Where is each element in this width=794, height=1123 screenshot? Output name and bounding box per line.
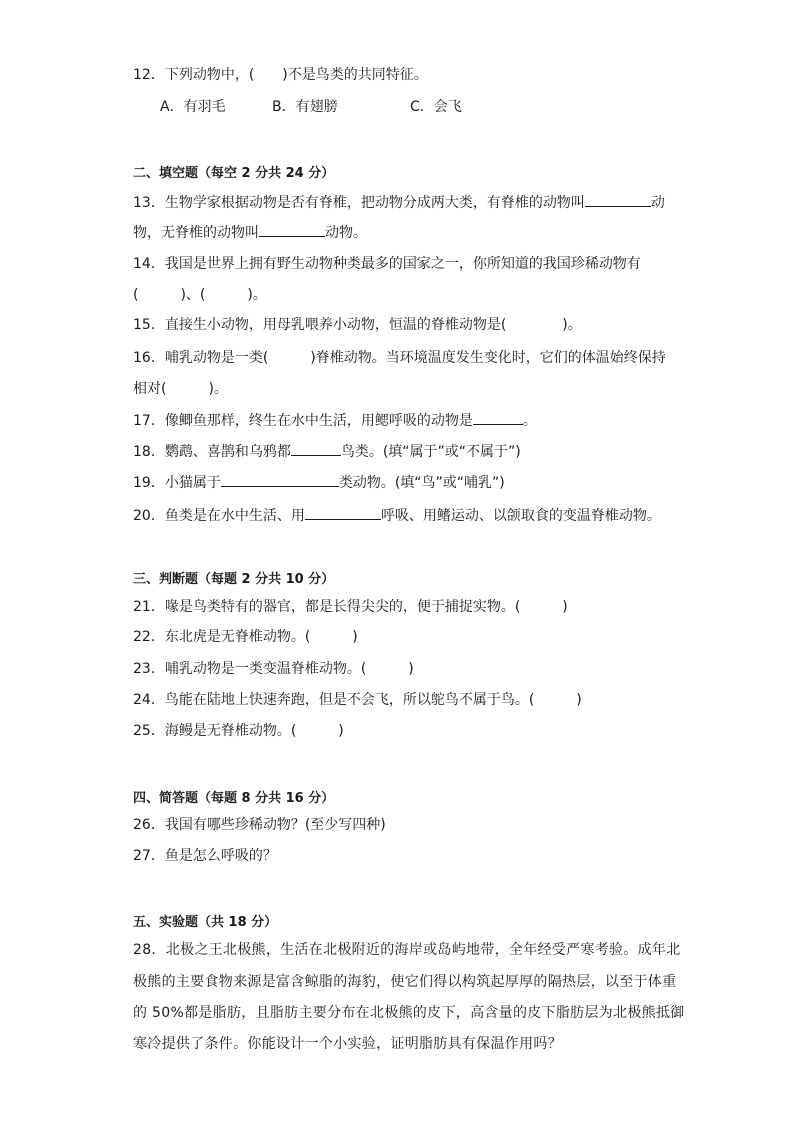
q13-text-d: 动物。 [325, 225, 367, 241]
q18-text-a: 18．鹦鹉、喜鹊和乌鸦都 [133, 444, 291, 460]
q28-line2: 极熊的主要食物来源是富含鲸脂的海豹，使它们得以构筑起厚厚的隔热层，以至于体重 [133, 974, 677, 990]
q19-text-a: 19．小猫属于 [133, 475, 221, 491]
q20-text-a: 20．鱼类是在水中生活、用 [133, 508, 305, 524]
q24-text: 24．鸟能在陆地上快速奔跑，但是不会飞，所以鸵鸟不属于鸟。( ) [133, 692, 582, 708]
q12-stem: 12．下列动物中，( )不是鸟类的共同特征。 [133, 67, 428, 83]
q28-line3: 的 50%都是脂肪，且脂肪主要分布在北极熊的皮下，高含量的皮下脂肪层为北极熊抵御 [133, 1005, 685, 1021]
q13-line1 [133, 192, 665, 213]
q27-text: 27．鱼是怎么呼吸的？ [133, 848, 277, 864]
q22-text: 22．东北虎是无脊椎动物。( ) [133, 629, 358, 645]
q17-text-a: 17．像鲫鱼那样，终生在水中生活，用鳃呼吸的动物是 [133, 413, 473, 429]
q23-text: 23．哺乳动物是一类变温脊椎动物。( ) [133, 661, 414, 677]
q26-text: 26．我国有哪些珍稀动物？(至少写四种) [133, 817, 386, 833]
q14-line1: 14．我国是世界上拥有野生动物种类最多的国家之一，你所知道的我国珍稀动物有 [133, 256, 641, 272]
section3-title: 三、判断题（每题 2 分共 10 分） [133, 572, 335, 587]
q19-text-b: 类动物。(填“鸟”或“哺乳”) [338, 475, 505, 491]
section2-title: 二、填空题（每空 2 分共 24 分） [133, 166, 335, 181]
q25-text: 25．海鳗是无脊椎动物。( ) [133, 723, 344, 739]
q13-blank-2[interactable] [259, 222, 325, 237]
q14-line2: ( )、( )。 [133, 287, 267, 303]
q17-blank[interactable] [473, 410, 523, 425]
q28-line1: 28．北极之王北极熊，生活在北极附近的海岸或岛屿地带，全年经受严寒考验。成年北 [133, 942, 681, 958]
q21-text: 21．喙是鸟类特有的器官，都是长得尖尖的，便于捕捉实物。( ) [133, 599, 568, 615]
q13-text-a: 13．生物学家根据动物是否有脊椎，把动物分成两大类，有脊椎的动物叫 [133, 195, 585, 211]
q12-option-c: C．会飞 [410, 99, 462, 115]
q18-text-b: 鸟类。(填“属于”或“不属于”) [340, 444, 521, 460]
q19-text [133, 472, 505, 493]
q28-line4: 寒冷提供了条件。你能设计一个小实验，证明脂肪具有保温作用吗？ [133, 1036, 562, 1052]
q18-blank[interactable] [291, 441, 341, 456]
q13-blank-1[interactable] [585, 192, 651, 207]
q20-text [133, 505, 661, 526]
q13-text-c: 物，无脊椎的动物叫 [133, 225, 259, 241]
q20-text-b: 呼吸、用鳍运动、以颌取食的变温脊椎动物。 [380, 508, 661, 524]
q19-blank[interactable] [221, 472, 339, 487]
q13-line2 [133, 222, 367, 243]
q15-text: 15．直接生小动物，用母乳喂养小动物，恒温的脊椎动物是( )。 [133, 317, 582, 333]
q18-text [133, 441, 521, 462]
q20-blank[interactable] [305, 505, 381, 520]
q17-text-b: 。 [522, 413, 537, 429]
q16-line2: 相对( )。 [133, 381, 228, 397]
q17-text [133, 410, 537, 431]
q13-text-b: 动 [650, 195, 665, 211]
q12-option-b: B．有翅膀 [272, 99, 338, 115]
q16-line1: 16．哺乳动物是一类( )脊椎动物。当环境温度发生变化时，它们的体温始终保持 [133, 350, 666, 366]
q12-option-a: A．有羽毛 [160, 99, 226, 115]
section4-title: 四、简答题（每题 8 分共 16 分） [133, 791, 335, 806]
section5-title: 五、实验题（共 18 分） [133, 915, 278, 930]
